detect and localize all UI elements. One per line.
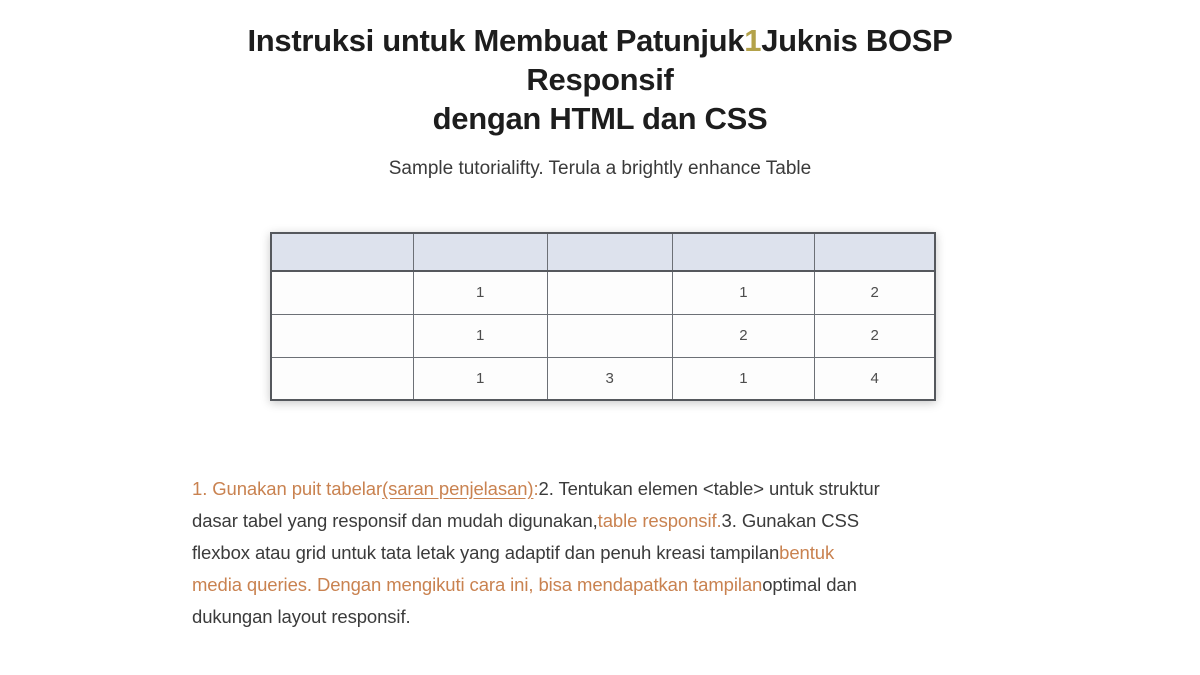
table-cell: 2 bbox=[672, 314, 815, 357]
table-header-cell bbox=[815, 233, 935, 271]
instruction-segment-accent: media queries. Dengan mengikuti cara ini, bisa mendapatkan tampilan bbox=[192, 574, 763, 595]
instruction-segment: 2. Tentukan elemen <table> untuk struktur bbox=[538, 478, 880, 499]
table-cell: 1 bbox=[413, 314, 547, 357]
table-row bbox=[271, 314, 935, 357]
table-header-cell bbox=[271, 233, 413, 271]
instruction-segment-accent: : bbox=[533, 478, 539, 499]
data-table bbox=[270, 232, 936, 401]
instructions-paragraph bbox=[192, 473, 1132, 633]
instruction-segment: optimal dan bbox=[762, 574, 857, 595]
table-row bbox=[271, 357, 935, 400]
table-cell: 2 bbox=[815, 271, 935, 314]
table-cell: 3 bbox=[547, 357, 672, 400]
table-cell bbox=[547, 271, 672, 314]
table-cell bbox=[271, 357, 413, 400]
table-cell: 2 bbox=[815, 314, 935, 357]
table-header-cell bbox=[547, 233, 672, 271]
title-segment-accent: 1 bbox=[744, 23, 762, 58]
table-cell bbox=[547, 314, 672, 357]
table-header-row bbox=[271, 233, 935, 271]
instruction-segment: 3. Gunakan CSS bbox=[721, 510, 859, 531]
instruction-segment: flexbox atau grid untuk tata letak yang adaptif dan penuh kreasi tampilan bbox=[192, 542, 780, 563]
title-segment: dengan HTML dan CSS bbox=[432, 101, 768, 136]
table-cell: 1 bbox=[672, 357, 815, 400]
page-title bbox=[0, 21, 1200, 138]
title-segment: Juknis BOSP bbox=[761, 23, 953, 58]
table-cell: 4 bbox=[815, 357, 935, 400]
saran-penjelasan-link[interactable]: (saran penjelasan) bbox=[382, 478, 534, 499]
instruction-segment-accent: table responsif. bbox=[597, 510, 722, 531]
table-cell bbox=[271, 271, 413, 314]
instruction-segment-accent: 1. Gunakan puit tabelar bbox=[192, 478, 383, 499]
table-cell bbox=[271, 314, 413, 357]
instruction-segment-accent: bentuk bbox=[779, 542, 835, 563]
instruction-segment: dasar tabel yang responsif dan mudah digunakan, bbox=[192, 510, 598, 531]
title-segment: Responsif bbox=[526, 62, 674, 97]
instruction-segment: dukungan layout responsif. bbox=[192, 606, 411, 627]
table-header-cell bbox=[672, 233, 815, 271]
table-container bbox=[270, 232, 936, 401]
table-cell: 1 bbox=[413, 357, 547, 400]
title-segment: Instruksi untuk Membuat Patunjuk bbox=[247, 23, 745, 58]
table-header-cell bbox=[413, 233, 547, 271]
table-row bbox=[271, 271, 935, 314]
table-cell: 1 bbox=[672, 271, 815, 314]
table-cell: 1 bbox=[413, 271, 547, 314]
page-subtitle: Sample tutorialifty. Terula a brightly enhance Table bbox=[388, 158, 812, 179]
table-body bbox=[271, 271, 935, 400]
